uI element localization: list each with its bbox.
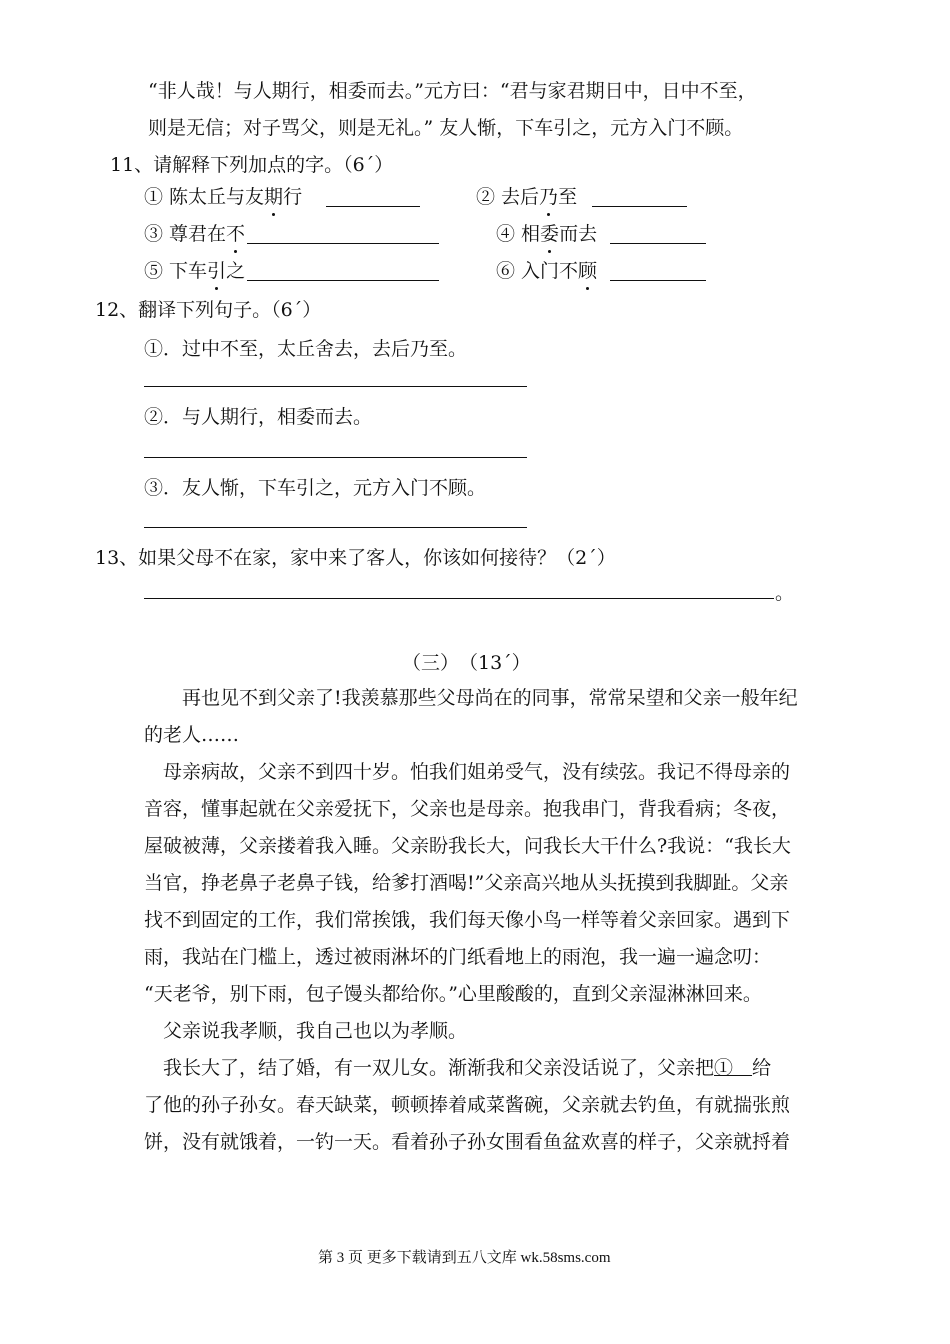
q13-answer-line[interactable] bbox=[144, 598, 774, 599]
q12-sentence-1: ①．过中不至，太丘舍去，去后乃至。 bbox=[144, 338, 468, 360]
q11-answer-blank-6[interactable] bbox=[610, 280, 706, 281]
passage-line: 则是无信；对子骂父，则是无礼。” 友人惭，下车引之，元方入门不顾。 bbox=[148, 117, 744, 139]
question-11-title: 11、请解释下列加点的字。（6´） bbox=[110, 154, 394, 176]
question-13-title: 13、如果父母不在家，家中来了客人，你该如何接待？（2´） bbox=[95, 547, 616, 569]
paragraph-line: 母亲病故，父亲不到四十岁。怕我们姐弟受气，没有续弦。我记不得母亲的 bbox=[163, 761, 791, 783]
q11-item-1: ① 陈太丘与友期行 bbox=[144, 186, 303, 208]
q11-answer-blank-3[interactable] bbox=[247, 243, 439, 244]
paragraph-line: 雨，我站在门槛上，透过被雨淋坏的门纸看地上的雨泡，我一遍一遍念叨： bbox=[144, 946, 772, 968]
fill-blank-1[interactable]: ① bbox=[714, 1057, 753, 1079]
q11-item-2: ② 去后乃至 bbox=[476, 186, 578, 208]
paragraph-line: 当官，挣老鼻子老鼻子钱，给爹打酒喝!”父亲高兴地从头抚摸到我脚趾。父亲 bbox=[144, 872, 789, 894]
paragraph-line: 父亲说我孝顺，我自己也以为孝顺。 bbox=[163, 1020, 468, 1042]
q11-item-6: ⑥ 入门不顾 bbox=[496, 260, 598, 282]
passage-line: “非人哉！与人期行，相委而去。”元方曰：“君与家君期日中，日中不至， bbox=[148, 80, 757, 102]
q11-answer-blank-4[interactable] bbox=[610, 243, 706, 244]
q11-item-5: ⑤ 下车引之 bbox=[144, 260, 246, 282]
q11-answer-blank-2[interactable] bbox=[592, 206, 687, 207]
question-12-title: 12、翻译下列句子。（6´） bbox=[95, 299, 322, 321]
page-footer: 第 3 页 更多下载请到五八文库 wk.58sms.com bbox=[318, 1250, 611, 1266]
paragraph-line: 饼，没有就饿着，一钓一天。看着孙子孙女围看鱼盆欢喜的样子，父亲就捋着 bbox=[144, 1131, 791, 1153]
paragraph-line: 我长大了，结了婚，有一双儿女。渐渐我和父亲没话说了，父亲把① 给 bbox=[163, 1057, 772, 1079]
paragraph-line: 找不到固定的工作，我们常挨饿，我们每天像小鸟一样等着父亲回家。遇到下 bbox=[144, 909, 791, 931]
q13-end-mark: 。 bbox=[775, 582, 795, 604]
paragraph-line: 了他的孙子孙女。春天缺菜，顿顿捧着咸菜酱碗，父亲就去钓鱼，有就揣张煎 bbox=[144, 1094, 791, 1116]
q11-answer-blank-1[interactable] bbox=[326, 206, 420, 207]
q12-answer-line-2[interactable] bbox=[144, 457, 527, 458]
q12-sentence-2: ②．与人期行，相委而去。 bbox=[144, 406, 373, 428]
q12-sentence-3: ③．友人惭，下车引之，元方入门不顾。 bbox=[144, 477, 487, 499]
q12-answer-line-1[interactable] bbox=[144, 386, 527, 387]
q11-item-3: ③ 尊君在不 bbox=[144, 223, 246, 245]
paragraph-line: “天老爷，别下雨，包子馒头都给你。”心里酸酸的，直到父亲湿淋淋回来。 bbox=[144, 983, 762, 1005]
q11-answer-blank-5[interactable] bbox=[247, 280, 439, 281]
paragraph-line: 的老人…… bbox=[144, 724, 240, 746]
paragraph-line: 再也见不到父亲了!我羡慕那些父母尚在的同事，常常呆望和父亲一般年纪 bbox=[182, 687, 798, 709]
q12-answer-line-3[interactable] bbox=[144, 527, 527, 528]
paragraph-line: 音容，懂事起就在父亲爱抚下，父亲也是母亲。抱我串门，背我看病；冬夜， bbox=[144, 798, 791, 820]
paragraph-line: 屋破被薄，父亲搂着我入睡。父亲盼我长大，问我长大干什么?我说：“我长大 bbox=[144, 835, 791, 857]
q11-item-4: ④ 相委而去 bbox=[496, 223, 598, 245]
section-heading: （三） （13´） bbox=[402, 652, 531, 674]
